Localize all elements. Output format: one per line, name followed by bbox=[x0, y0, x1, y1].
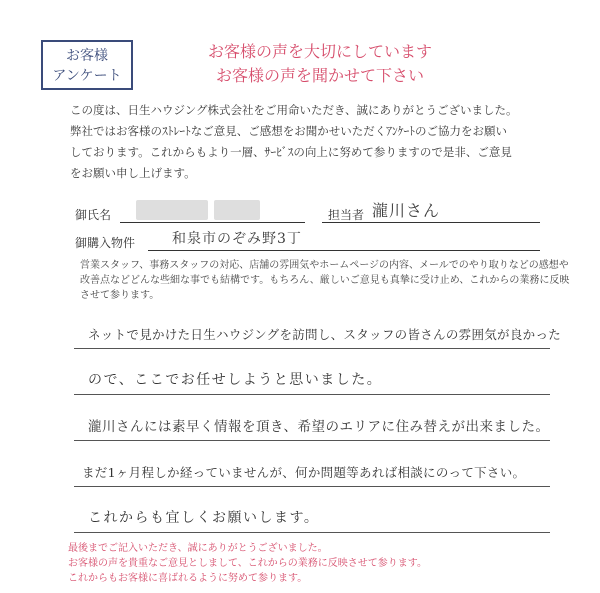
property-label: 御購入物件 bbox=[75, 236, 136, 250]
comment-text: ネットで見かけた日生ハウジングを訪問し、スタッフの皆さんの雰囲気が良かった bbox=[88, 327, 562, 342]
property-underline bbox=[148, 250, 540, 251]
comment-text: これからも宜しくお願いします。 bbox=[88, 510, 320, 526]
redacted-name-block bbox=[214, 200, 260, 220]
headline-line-2: お客様の声を聞かせて下さい bbox=[215, 66, 424, 85]
name-label: 御氏名 bbox=[75, 208, 112, 222]
comment-row bbox=[74, 302, 562, 349]
property-value: 和泉市のぞみ野3丁 bbox=[172, 231, 302, 247]
comment-row bbox=[74, 348, 550, 395]
headline bbox=[150, 40, 490, 88]
comment-text: 瀧川さんには素早く情報を頂き、希望のエリアに住み替えが出来ました。 bbox=[88, 419, 550, 435]
intro-line: 弊社ではお客様のｽﾄﾚｰﾄなご意見、ご感想をお聞かせいただくｱﾝｹｰﾄのご協力をお願い bbox=[70, 124, 507, 138]
intro-line: をお願い申し上げます。 bbox=[70, 166, 196, 180]
comment-row bbox=[74, 394, 550, 441]
headline-line-1: お客様の声を大切にしています bbox=[207, 42, 432, 61]
name-underline bbox=[120, 222, 305, 223]
instructions bbox=[80, 258, 570, 303]
comment-row bbox=[74, 440, 550, 487]
instruction-line: させて参ります。 bbox=[80, 290, 160, 301]
redacted-name-block bbox=[136, 200, 208, 220]
staff-underline bbox=[322, 222, 540, 223]
comment-text: ので、ここでお任せしようと思いました。 bbox=[88, 372, 383, 388]
instruction-line: 改善点などどんな些細な事でも結構です。もちろん、厳しいご意見も真摯に受け止め、これからの業務に反映 bbox=[80, 275, 570, 286]
comment-row bbox=[74, 486, 550, 533]
footer-line: お客様の声を貴重なご意見としまして、これからの業務に反映させて参ります。 bbox=[68, 558, 427, 569]
survey-badge bbox=[41, 40, 133, 90]
staff-label: 担当者 bbox=[328, 208, 365, 222]
intro-line: この度は、日生ハウジング株式会社をご用命いただき、誠にありがとうございました。 bbox=[70, 103, 518, 117]
comment-area bbox=[74, 302, 562, 530]
comment-text: まだ1ヶ月程しか経っていませんが、何か問題等あれば相談にのって下さい。 bbox=[82, 465, 526, 480]
intro-paragraph bbox=[70, 100, 545, 184]
staff-value: 瀧川さん bbox=[372, 201, 441, 220]
footer-message bbox=[68, 541, 548, 586]
badge-line-1: お客様 bbox=[66, 48, 108, 64]
intro-line: しております。これからもより一層、ｻｰﾋﾞｽの向上に努めて参りますので是非、ご意見 bbox=[70, 145, 512, 159]
instruction-line: 営業スタッフ、事務スタッフの対応、店舗の雰囲気やホームページの内容、メールでのやり取りなどの感想や bbox=[80, 260, 569, 271]
footer-line: これからもお客様に喜ばれるように努めて参ります。 bbox=[68, 573, 308, 584]
badge-line-2: アンケート bbox=[52, 68, 122, 84]
footer-line: 最後までご記入いただき、誠にありがとうございました。 bbox=[68, 543, 328, 554]
